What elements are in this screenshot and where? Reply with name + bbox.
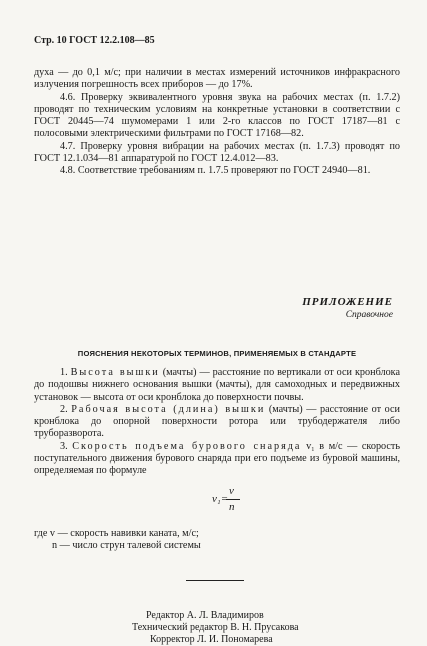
definition-1 — [34, 367, 400, 404]
definition-3 — [34, 441, 400, 478]
tech-editor-line: Технический редактор В. Н. Прусакова — [132, 622, 299, 633]
paragraph-4-7: 4.7. Проверку уровня вибрации на рабочих местах (п. 1.7.3) проводят по ГОСТ 12.1.034—81 аппаратурой по ГОСТ 12.4.012—83. — [34, 140, 400, 165]
formula-numerator: v — [229, 485, 234, 497]
paragraph-4-8: 4.8. Соответствие требованиям п. 1.7.5 проверяют по ГОСТ 24940—81. — [60, 165, 371, 177]
appendix-subtitle: Справочное — [345, 310, 393, 320]
editors-block — [132, 610, 299, 646]
legend-line-v: где v — скорость навивки каната, м/с; — [34, 528, 199, 539]
proofreader-line: Корректор Л. И. Пономарева — [150, 634, 273, 645]
definition-body: (мачты) — расстояние по вертикали от оси кронблока до подошвы нижнего основания вышки (мачты), для самоходных и передвижных установок — высота от оси кронблока до поверхности почвы. — [34, 367, 400, 403]
formula-legend — [34, 528, 400, 553]
section-title: ПОЯСНЕНИЯ НЕКОТОРЫХ ТЕРМИНОВ, ПРИМЕНЯЕМЫХ В СТАНДАРТЕ — [77, 349, 357, 358]
appendix-title: ПРИЛОЖЕНИЕ — [302, 296, 393, 308]
formula-fraction-bar — [226, 499, 240, 500]
separator-rule — [186, 580, 244, 581]
page-header: Стр. 10 ГОСТ 12.2.108—85 — [34, 35, 155, 46]
definition-2 — [34, 404, 400, 441]
definition-body: (мачты) — расстояние от оси кронблока до опорной поверхности ротора или трубодержателя либо труборазворота. — [34, 403, 400, 440]
definition-number: 2. — [60, 403, 68, 415]
paragraph-4-6: 4.6. Проверку эквивалентного уровня звука на рабочих местах (п. 1.7.2) проводят по техническим условиям на конкретные установки в соответствии с ГОСТ 20445—74 шумомерами 1 или 2-го классов по ГОСТ 17187—81 с полосовыми электрическими фильтрами по ГОСТ 17168—82. — [34, 91, 400, 140]
definition-number: 3. — [60, 440, 68, 452]
definition-term: Рабочая высота (длина) вышки — [71, 403, 266, 415]
paragraph-continuation: духа — до 0,1 м/с; при наличии в местах измерений источников инфракрасного излучения погрешность всех приборов — до 17%. — [34, 67, 400, 91]
formula-lhs: v₁= — [212, 493, 229, 505]
editor-line: Редактор А. Л. Владимиров — [146, 610, 264, 621]
definition-number: 1. — [60, 367, 68, 378]
definition-term: Высота вышки — [70, 367, 160, 378]
main-text — [34, 67, 400, 178]
legend-line-n: n — число струн талевой системы — [52, 540, 201, 552]
definition-body: v₁ в м/с — скорость поступательного движения бурового снаряда при его подъеме из буровой машины, определяемая по формуле — [34, 440, 401, 477]
formula-denominator: n — [229, 501, 235, 513]
definitions-text — [34, 367, 400, 478]
definition-term: Скорость подъема бурового снаряда — [72, 440, 302, 452]
